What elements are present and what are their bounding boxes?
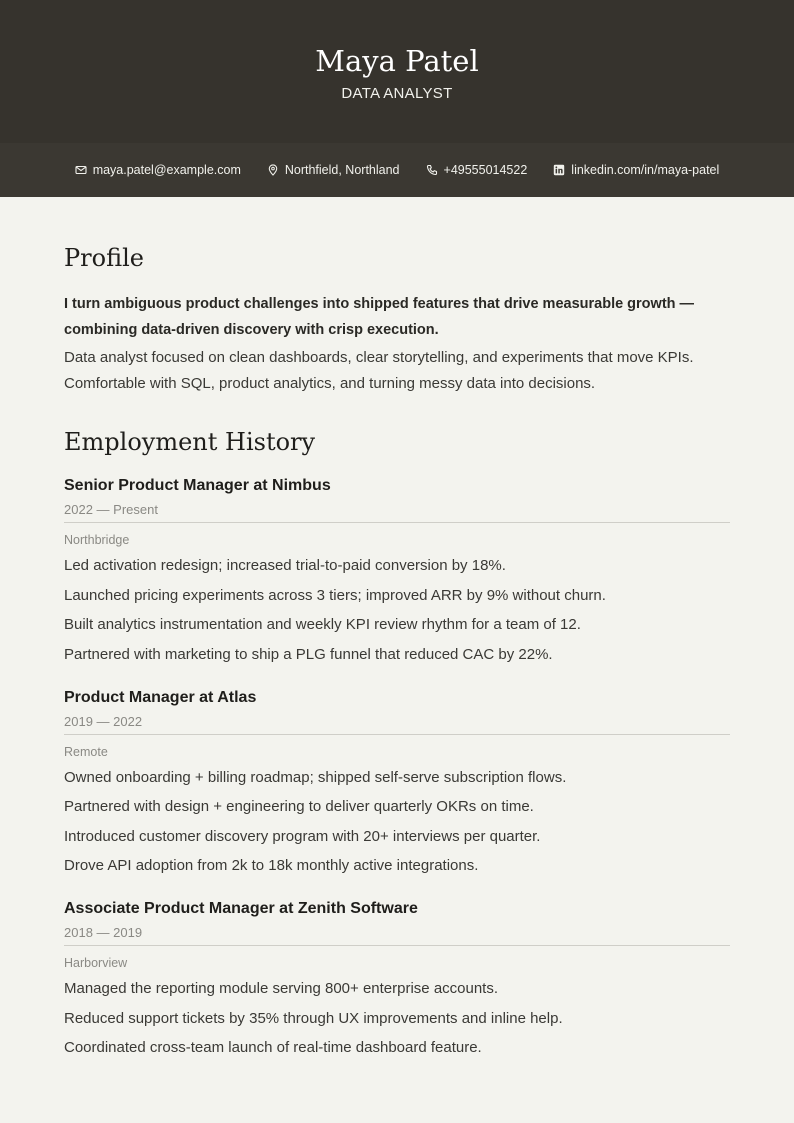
contact-linkedin[interactable] xyxy=(553,163,719,177)
location-pin-icon xyxy=(267,164,279,176)
contact-phone-text: +49555014522 xyxy=(443,163,528,177)
contact-location-text: Northfield, Northland xyxy=(284,163,400,177)
contact-email-text: maya.patel@example.com xyxy=(92,163,241,177)
candidate-name: Maya Patel xyxy=(315,44,479,78)
job-entry xyxy=(64,475,730,665)
resume-header xyxy=(0,0,794,143)
job-bullet: Coordinated cross-team launch of real-time dashboard feature. xyxy=(64,1039,482,1056)
job-bullet: Reduced support tickets by 35% through UX improvements and inline help. xyxy=(64,1009,563,1027)
profile-heading: Profile xyxy=(64,244,144,272)
job-bullet: Built analytics instrumentation and weekly KPI review rhythm for a team of 12. xyxy=(64,616,581,633)
job-entry xyxy=(64,687,730,877)
job-bullet: Drove API adoption from 2k to 18k monthly active integrations. xyxy=(64,857,479,874)
job-title: Product Manager at Atlas xyxy=(64,688,257,706)
resume-body xyxy=(0,197,794,1058)
job-bullet: Launched pricing experiments across 3 tiers; improved ARR by 9% without churn. xyxy=(64,586,606,604)
profile-headline: I turn ambiguous product challenges into shipped features that drive measurable growth — combining data-driven discovery with crisp execution. xyxy=(64,296,695,338)
candidate-role: DATA ANALYST xyxy=(341,85,453,102)
job-bullet: Managed the reporting module serving 800+ enterprise accounts. xyxy=(64,980,499,997)
job-bullets xyxy=(64,768,730,877)
job-bullet: Introduced customer discovery program with 20+ interviews per quarter. xyxy=(64,827,541,845)
contact-linkedin-text: linkedin.com/in/maya-patel xyxy=(571,163,720,177)
profile-summary: Data analyst focused on clean dashboards, clear storytelling, and experiments that move KPIs. Comfortable with SQL, product analytics, and turning messy data into decisions. xyxy=(64,349,694,392)
job-location: Northbridge xyxy=(64,533,130,547)
job-dates: 2019 — 2022 xyxy=(64,714,730,735)
job-location: Harborview xyxy=(64,956,128,970)
contact-email[interactable] xyxy=(75,163,241,177)
employment-heading: Employment History xyxy=(64,428,316,456)
job-title: Senior Product Manager at Nimbus xyxy=(64,477,331,494)
job-location: Remote xyxy=(64,744,108,759)
mail-icon xyxy=(75,164,87,176)
job-dates: 2018 — 2019 xyxy=(64,925,730,946)
employment-section xyxy=(64,427,730,1058)
contact-location xyxy=(267,163,400,177)
phone-icon xyxy=(426,164,438,176)
linkedin-icon xyxy=(553,164,565,176)
job-dates: 2022 — Present xyxy=(64,502,730,523)
profile-section xyxy=(64,243,730,397)
job-bullet: Led activation redesign; increased trial-to-paid conversion by 18%. xyxy=(64,557,506,574)
job-bullet: Partnered with marketing to ship a PLG funnel that reduced CAC by 22%. xyxy=(64,645,553,663)
job-bullets xyxy=(64,556,730,665)
job-bullet: Partnered with design + engineering to deliver quarterly OKRs on time. xyxy=(64,798,534,815)
job-bullet: Owned onboarding + billing roadmap; shipped self-serve subscription flows. xyxy=(64,768,567,786)
job-bullets xyxy=(64,979,730,1058)
contact-bar xyxy=(0,143,794,197)
contact-phone[interactable] xyxy=(426,163,528,177)
job-entry xyxy=(64,898,730,1058)
job-title: Associate Product Manager at Zenith Software xyxy=(64,900,418,917)
